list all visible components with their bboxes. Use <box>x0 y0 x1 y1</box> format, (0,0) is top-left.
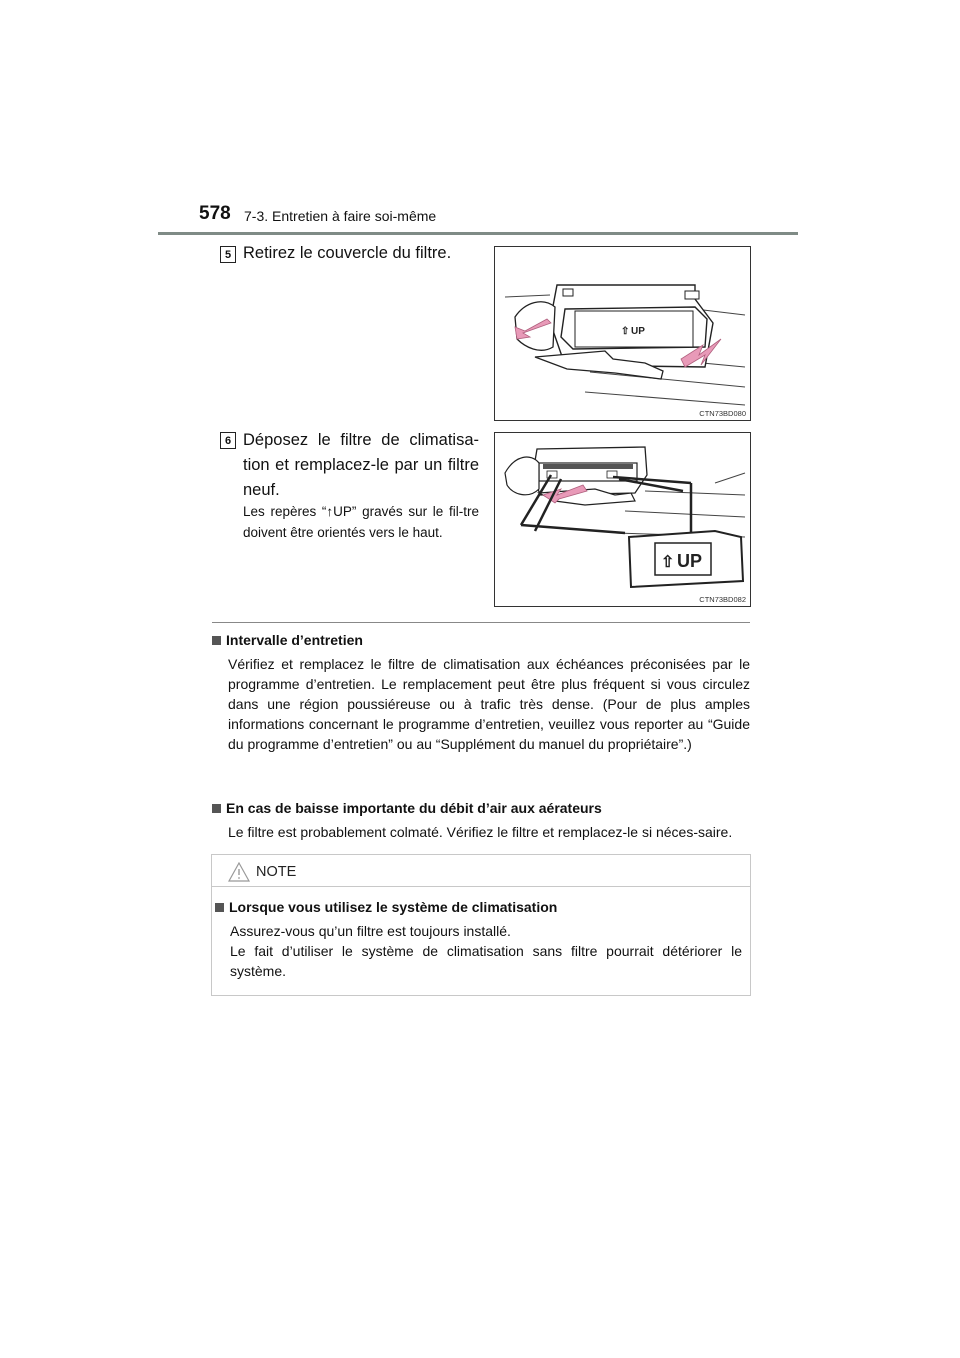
note-box <box>211 854 751 996</box>
square-bullet-icon <box>212 636 221 645</box>
header-divider <box>158 232 798 235</box>
square-bullet-icon <box>215 903 224 912</box>
section-heading-maintenance <box>212 632 363 648</box>
step-5-text: Retirez le couvercle du filtre. <box>243 244 452 262</box>
note-line-2: Le fait d’utiliser le système de climatisation sans filtre pourrait détériorer le système. <box>230 943 742 979</box>
step-6-badge: 6 <box>220 432 236 449</box>
section-body-airflow: Le filtre est probablement colmaté. Vérifiez le filtre et remplacez-le si néces-saire. <box>228 824 733 840</box>
note-line-1: Assurez-vous qu’un filtre est toujours installé. <box>230 923 511 939</box>
svg-text:⇧: ⇧ <box>661 554 675 571</box>
figure-remove-filter-cover <box>494 246 751 421</box>
step-5-badge: 5 <box>220 246 236 263</box>
filter-cover-illustration <box>495 247 751 421</box>
step-6-text: Déposez le filtre de climatisa-tion et remplacez-le par un filtre neuf. <box>243 431 479 499</box>
filter-replacement-illustration <box>495 433 751 607</box>
note-header <box>212 855 750 887</box>
step-6-note: Les repères “↑UP” gravés sur le fil-tre doivent être orientés vers le haut. <box>243 504 479 540</box>
note-heading <box>215 899 557 915</box>
note-title: NOTE <box>256 864 297 880</box>
warning-triangle-icon <box>228 862 250 882</box>
page-number: 578 <box>199 203 231 224</box>
svg-text:⇧: ⇧ <box>621 326 630 337</box>
section-heading-text: En cas de baisse importante du débit d’air aux aérateurs <box>226 800 602 816</box>
up-mark-label-zoom: UP <box>677 551 703 571</box>
section-divider <box>212 622 750 623</box>
square-bullet-icon <box>212 804 221 813</box>
figure-code: CTN73BD080 <box>699 409 746 418</box>
section-title: 7-3. Entretien à faire soi-même <box>244 208 437 224</box>
up-mark-label: UP <box>631 326 645 337</box>
section-body-maintenance: Vérifiez et remplacez le filtre de climatisation aux échéances préconisées par le programme d’entretien. Le remplacement peut être plus fréquent si vous circulez dans une région poussiéreuse ou à trafic très dense. (Pour de plus amples informations concernant le programme d’entretien, veuillez vous reporter au “Guide du programme d’entretien” ou au “Supplément du manuel du propriétaire”.) <box>228 656 750 752</box>
section-heading-text: Intervalle d’entretien <box>226 632 363 648</box>
note-heading-text: Lorsque vous utilisez le système de climatisation <box>229 899 558 915</box>
figure-code: CTN73BD082 <box>699 595 746 604</box>
figure-replace-filter <box>494 432 751 607</box>
section-heading-airflow <box>212 800 602 816</box>
